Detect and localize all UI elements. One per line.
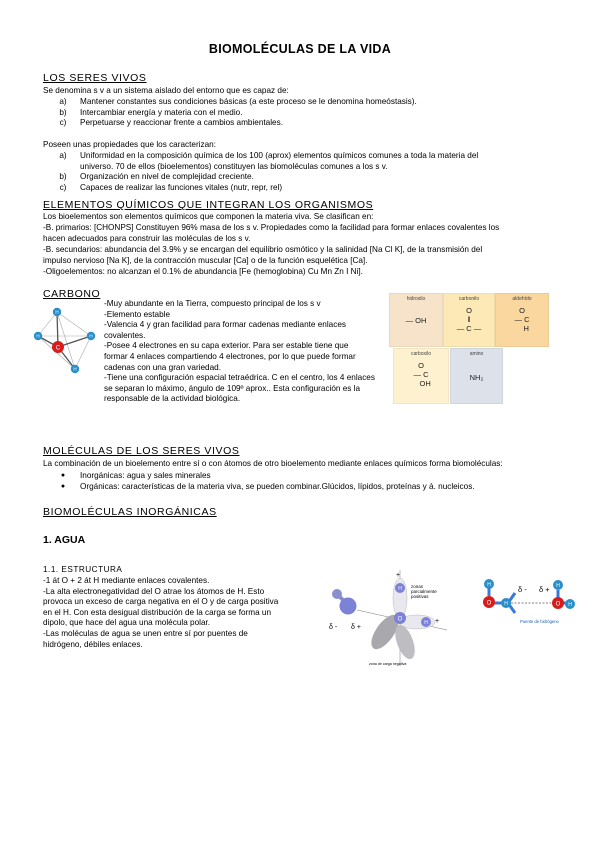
page-title: BIOMOLÉCULAS DE LA VIDA [208, 42, 392, 56]
heading-estructura: 1.1. ESTRUCTURA [43, 565, 123, 574]
heading-seres-vivos: LOS SERES VIVOS [43, 72, 147, 84]
s2-line: hacen adecuados para construir las moléculas de los s v. [43, 234, 251, 243]
list-item: b) Intercambiar energía y materia con el medio. [59, 107, 243, 117]
svg-text:C: C [55, 345, 61, 352]
functional-group-carbonilo: carbonilo O ‖ — C — [443, 293, 495, 347]
heading-agua: 1. AGUA [43, 534, 86, 546]
svg-text:δ -: δ - [329, 624, 338, 631]
s1-intro: Se denomina s v a un sistema aislado del entorno que es capaz de: [43, 86, 289, 95]
oxygen-atom [340, 598, 357, 615]
svg-text:H: H [504, 601, 508, 607]
functional-group-amino: amino NH₂ [450, 348, 503, 404]
functional-group-aldehido: aldehído O — C H [495, 293, 549, 347]
svg-text:+: + [435, 618, 440, 625]
functional-group-hidroxilo: hidroxilo — OH [389, 293, 443, 347]
s2-line: -B. secundarios: abundancia del 3.9% y se encargan del equilibrio osmótico y la salinidad [Na Cl K], de la transmisión del [43, 245, 483, 254]
svg-text:O: O [555, 601, 561, 608]
s3-intro: La combinación de un bioelemento entre sí o con átomos de otro bioelemento mediante enlaces químicos forma biomoléculas: [43, 459, 503, 468]
s1-list2 [54, 151, 478, 193]
svg-text:H: H [89, 333, 93, 339]
list-item: c) Capaces de realizar las funciones vitales (nutr, repr, rel) [59, 182, 283, 192]
heading-biomoleculas-inorganicas: BIOMOLÉCULAS INORGÁNICAS [43, 506, 217, 518]
s3-bullets [54, 471, 475, 492]
list-item: a) Mantener constantes sus condiciones básicas (a este proceso se le denomina homeóstasis). [59, 97, 417, 106]
svg-text:+: + [396, 572, 401, 579]
svg-text:H: H [36, 333, 40, 339]
svg-text:zona de carga negativa: zona de carga negativa [369, 662, 407, 666]
svg-text:Puente de hidrógeno: Puente de hidrógeno [520, 619, 559, 624]
svg-text:H: H [55, 309, 59, 315]
svg-text:H: H [568, 602, 572, 608]
svg-text:H: H [424, 620, 428, 626]
water-molecule-diagram: δ - δ + O H H + + zonas parcialmente positivas zona de carga negativa H O H O H H δ - δ + Puente de hidrógeno [325, 570, 575, 670]
s2-line: -B. primarios: [CHONPS] Constituyen 96% masa de los s v. Propiedades como la facilidad para formar enlaces covalentes los [43, 223, 500, 232]
svg-text:δ -: δ - [518, 585, 527, 594]
carbono-text: -Muy abundante en la Tierra, compuesto principal de los s v -Elemento estable -Valencia 4 y gran facilidad para formar cadenas mediante enlaces covalentes. -Posee 4 electrones en su capa exterior. Para ser estable tiene que formar 4 enlaces compartiendo 4 electrones, por lo que puede formar cadenas con una gran variedad. -Tiene una configuración espacial tetraédrica. C en el centro, los 4 enlaces se separan lo máximo, ángulo de 109º aprox.. Esta configuración es la responsable de la actividad biológica. [104, 299, 375, 404]
heading-carbono: CARBONO [43, 288, 101, 300]
s1-intro2: Poseen unas propiedades que los caracterizan: [43, 140, 216, 149]
s1-list [54, 97, 417, 129]
svg-text:H: H [73, 366, 77, 372]
tetrahedral-carbon-diagram [28, 303, 100, 375]
svg-text:δ +: δ + [539, 585, 550, 594]
list-item: b) Organización en nivel de complejidad creciente. [59, 172, 254, 182]
agua-text: -1 át O + 2 át H mediante enlaces covalentes. -La alta electronegatividad del O atrae los átomos de H. Esto provoca un exceso de carga negativa en el O y de carga positiva en el H. Con esta desigual distribución de la carga se forma un dipolo, que hace del agua una molécula polar. -Las moléculas de agua se unen entre sí por puentes de hidrógeno, débiles enlaces. [43, 576, 279, 649]
svg-text:O: O [486, 600, 492, 607]
s2-line: Los bioelementos son elementos químicos que componen la materia viva. Se clasifican en: [43, 212, 374, 221]
list-item: ● Orgánicas: características de la materia viva, se pueden combinar.Glúcidos, lípidos, proteínas y á. nucleicos. [60, 481, 475, 491]
svg-text:H: H [556, 583, 560, 589]
list-item: c) Perpetuarse y reaccionar frente a cambios ambientales. [59, 118, 283, 128]
s2-line: impulso nervioso [Na K], de la contracción muscular [Ca] o de la función esquelética [Ca]. [43, 256, 368, 265]
svg-text:H: H [487, 582, 491, 588]
s2-line: -Oligoelementos: no alcanzan el 0.1% de abundancia [Fe (hemoglobina) Cu Mn Zn I Ni]. [43, 267, 363, 276]
heading-moleculas: MOLÉCULAS DE LOS SERES VIVOS [43, 445, 240, 457]
heading-elementos: ELEMENTOS QUÍMICOS QUE INTEGRAN LOS ORGANISMOS [43, 199, 374, 211]
list-item: a) Uniformidad en la composición química de los 100 (aprox) elementos químicos comunes a toda la materia del universo. 70 de ellos (bioelementos) constituyen las biomoléculas comunes a los s v. [59, 151, 479, 171]
svg-text:O: O [397, 616, 403, 623]
svg-text:δ +: δ + [351, 624, 361, 631]
functional-group-carboxilo: carboxilo O — C OH [393, 348, 449, 404]
list-item: ● Inorgánicas: agua y sales minerales [60, 471, 211, 480]
svg-text:H: H [398, 586, 402, 592]
